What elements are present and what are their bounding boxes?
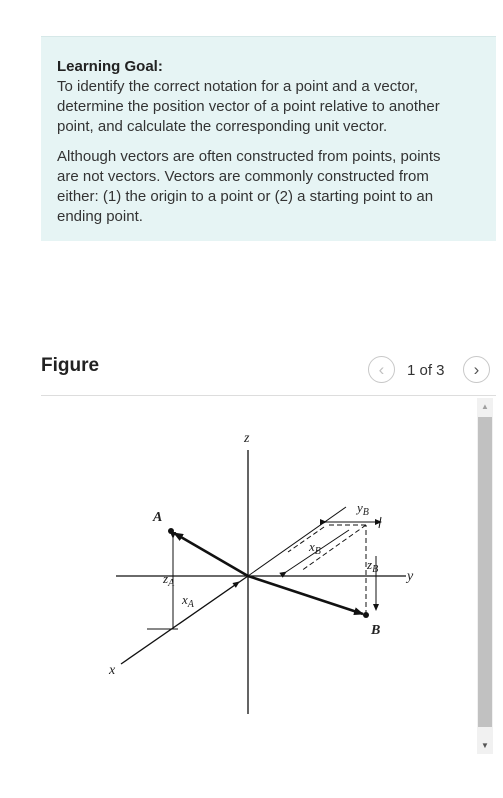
learning-goal-box bbox=[41, 36, 496, 241]
coordinate-diagram bbox=[41, 396, 475, 756]
learning-goal-paragraph-2 bbox=[57, 147, 480, 227]
goal-para2-line-2: are not vectors. Vectors are commonly constructed from bbox=[57, 168, 429, 185]
point-a-label: A bbox=[153, 510, 163, 525]
figure-scrollbar[interactable] bbox=[477, 398, 493, 754]
point-b-label: B bbox=[371, 623, 381, 638]
za-label: $z_A$ bbox=[163, 571, 175, 589]
learning-goal-title: Learning Goal: bbox=[57, 58, 163, 75]
scroll-down-arrow-icon[interactable]: ▼ bbox=[481, 741, 489, 750]
goal-line-1: To identify the correct notation for a point and a vector, bbox=[57, 78, 419, 95]
figure-header bbox=[41, 352, 496, 388]
figure-image bbox=[41, 396, 475, 756]
previous-figure-button[interactable] bbox=[368, 356, 395, 383]
xb-label: $x_B$ bbox=[309, 539, 321, 557]
xa-label: $x_A$ bbox=[182, 592, 194, 610]
next-figure-button[interactable] bbox=[463, 356, 490, 383]
figure-title: Figure bbox=[41, 355, 100, 376]
x-axis-label: x bbox=[109, 663, 116, 678]
zb-label: $z_B$ bbox=[367, 557, 379, 575]
chevron-right-icon: › bbox=[473, 360, 480, 379]
yb-label: $y_B$ bbox=[357, 500, 369, 518]
z-axis-label: z bbox=[244, 431, 250, 446]
goal-para2-line-1: Although vectors are often constructed from points, points bbox=[57, 148, 441, 165]
y-axis-label: y bbox=[407, 569, 414, 584]
goal-line-3: point, and calculate the corresponding unit vector. bbox=[57, 118, 388, 135]
goal-para2-line-4: ending point. bbox=[57, 208, 143, 225]
goal-para2-line-3: either: (1) the origin to a point or (2) a starting point to an bbox=[57, 188, 434, 205]
goal-line-2: determine the position vector of a point relative to another bbox=[57, 98, 440, 115]
figure-page-indicator: 1 of 3 bbox=[407, 362, 445, 379]
chevron-left-icon: ‹ bbox=[378, 360, 385, 379]
point-a-dot bbox=[168, 528, 174, 534]
scrollbar-thumb[interactable] bbox=[478, 417, 492, 727]
vector-to-a bbox=[174, 533, 248, 576]
vector-to-b bbox=[248, 576, 363, 614]
learning-goal-paragraph-1 bbox=[57, 77, 480, 137]
scroll-up-arrow-icon[interactable]: ▲ bbox=[481, 402, 489, 411]
